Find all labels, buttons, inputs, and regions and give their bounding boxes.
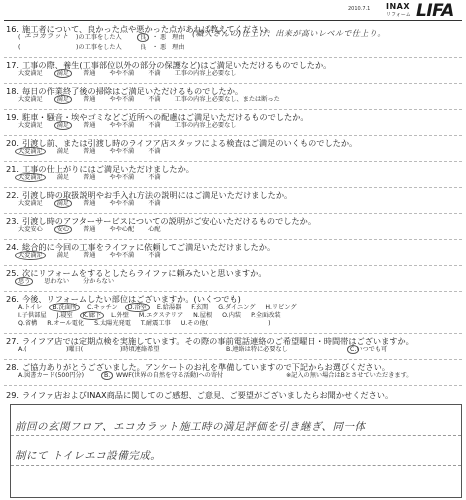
option[interactable]: やや不満 xyxy=(109,96,135,103)
question-28 xyxy=(6,362,462,381)
question-text: 引渡し時のアフターサービスについての説明がご安心いただけるものでしたか。 xyxy=(22,216,317,226)
option[interactable]: 大変満足 xyxy=(18,96,43,103)
question-number: 25. xyxy=(6,268,20,278)
form-date: 2010.7.1 xyxy=(348,6,371,12)
choice-bad[interactable]: 悪 xyxy=(160,44,167,51)
option-b[interactable]: B.連絡は特に必要なし xyxy=(226,346,288,353)
option[interactable]: 思わない xyxy=(44,278,70,285)
reform-label: リフォーム xyxy=(386,12,411,18)
handwritten-reason: (職人さんの)仕上げ、出来が高いレベルで仕上り。 xyxy=(192,29,386,38)
question-number: 27. xyxy=(6,336,20,346)
question-number: 24. xyxy=(6,242,20,252)
option-c-selected[interactable]: C.いつでも可 xyxy=(350,346,387,354)
question-number: 20. xyxy=(6,138,20,148)
question-text: 引渡し時の取扱説明やお手入れ方法の説明にはご満足いただけましたか。 xyxy=(22,190,293,200)
divider xyxy=(4,83,462,84)
option[interactable]: 普通 xyxy=(83,122,96,129)
time-label: )時頃連絡希望 xyxy=(120,346,160,353)
label: )の工事をした人 xyxy=(76,44,122,51)
option[interactable]: 工事の内容上必要なし xyxy=(174,122,237,129)
part-option[interactable]: R.オール電化 xyxy=(47,320,85,327)
question-text: ライファ店およびINAX商品に関してのご感想、ご意見、ご要望がございましたらお聞かせください。 xyxy=(22,390,394,400)
option[interactable]: 満足 xyxy=(56,148,70,155)
divider xyxy=(4,359,462,360)
choice-good[interactable]: 良 xyxy=(140,34,146,42)
option[interactable]: 不満 xyxy=(148,148,161,155)
divider xyxy=(4,291,462,292)
option[interactable]: 心配 xyxy=(148,226,161,233)
part-option[interactable]: Q.省構 xyxy=(18,320,38,327)
option-b-selected[interactable]: B. xyxy=(104,372,110,380)
part-option-selected[interactable]: D.浴室 xyxy=(128,304,147,312)
paren: ( xyxy=(18,44,21,51)
question-25 xyxy=(6,268,462,286)
part-option[interactable]: S.太陽光発電 xyxy=(94,320,131,327)
option[interactable]: 不満 xyxy=(148,252,161,259)
question-number: 26. xyxy=(6,294,20,304)
option[interactable]: やや心配 xyxy=(109,226,135,233)
header-rule xyxy=(4,20,462,21)
question-number: 21. xyxy=(6,164,20,174)
part-option[interactable]: F.玄関 xyxy=(191,304,209,311)
reason-label: 理由 xyxy=(172,44,185,51)
option[interactable]: やや不満 xyxy=(109,252,135,259)
choice-bad[interactable]: 悪 xyxy=(160,34,167,41)
divider xyxy=(4,135,462,136)
question-number: 28. xyxy=(6,362,20,372)
question-number: 17. xyxy=(6,60,20,70)
part-option[interactable]: M.エクステリア xyxy=(138,312,184,319)
question-19 xyxy=(6,112,462,130)
divider xyxy=(4,109,462,110)
question-18 xyxy=(6,86,462,104)
option-selected[interactable]: 満足 xyxy=(57,200,69,208)
paren: ) xyxy=(268,320,271,327)
handwritten-comment-line-2: 制にて トイレエコ設備完成。 xyxy=(15,450,162,462)
option[interactable]: 大変満足 xyxy=(18,122,43,129)
question-number: 22. xyxy=(6,190,20,200)
option-b-label: WWF(世界の自然を守る活動)への寄付 xyxy=(116,372,224,379)
question-number: 19. xyxy=(6,112,20,122)
question-27 xyxy=(6,336,462,355)
question-22 xyxy=(6,190,462,208)
part-option[interactable]: I.子供部屋 xyxy=(18,312,47,319)
part-option[interactable]: H.リビング xyxy=(265,304,297,311)
divider xyxy=(4,161,462,162)
option[interactable]: 工事の内容上必要なし xyxy=(174,70,237,77)
ruled-line xyxy=(11,435,461,436)
label: )の工事をした人 xyxy=(76,34,122,41)
part-option-selected[interactable]: K.廊下 xyxy=(83,312,101,320)
question-text: ライフア店では定期点検を実施しています。その際の事前電話連絡のご希望曜日・時間帯はございますか。 xyxy=(22,336,414,346)
option[interactable]: 不満 xyxy=(148,122,161,129)
reason-label: 理由 xyxy=(172,34,185,41)
weekday-label: )曜日( xyxy=(66,346,84,353)
option-selected[interactable]: 大変満足 xyxy=(18,148,43,156)
option[interactable]: 普通 xyxy=(83,200,96,207)
part-option[interactable]: L.外壁 xyxy=(111,312,129,319)
divider xyxy=(4,213,462,214)
divider xyxy=(4,187,462,188)
option-selected[interactable]: 大変満足 xyxy=(18,174,43,182)
option-a[interactable]: A.( xyxy=(18,346,27,353)
comment-box[interactable] xyxy=(10,404,462,498)
part-option-other[interactable]: U.その他( xyxy=(180,320,209,327)
question-text: 毎日の作業終了後の掃除はご満足いただけるものでしたか。 xyxy=(22,86,244,96)
option[interactable]: 普通 xyxy=(83,70,96,77)
option[interactable]: 大変安心 xyxy=(18,226,43,233)
inax-logo: INAX xyxy=(386,2,411,11)
option[interactable]: 不満 xyxy=(148,96,161,103)
question-17 xyxy=(6,60,462,78)
note: ※記入の無い場合はBとさせていただきます。 xyxy=(286,372,413,379)
option[interactable]: やや不満 xyxy=(109,70,135,77)
part-option[interactable]: O.内装 xyxy=(222,312,242,319)
ruled-line xyxy=(11,465,461,466)
question-29 xyxy=(6,390,462,400)
question-21 xyxy=(6,164,462,182)
part-option[interactable]: J.寝室 xyxy=(56,312,73,319)
part-option[interactable]: T.耐震工事 xyxy=(140,320,171,327)
question-number: 23. xyxy=(6,216,20,226)
part-option[interactable]: A.トイレ xyxy=(18,304,43,311)
option[interactable]: 不満 xyxy=(148,174,161,181)
part-option[interactable]: P.全面改装 xyxy=(251,312,281,319)
question-23 xyxy=(6,216,462,234)
option-selected[interactable]: 満足 xyxy=(57,70,69,78)
question-16: 16. 施工者について、良かった点や悪かった点があれば教えてください。 ( エコカラット )の工事をした人 良 ・ 悪 理由 (職人さんの)仕上げ、出来が高いレベルで仕上り。 ( )の工事をした人 良 ・ 悪 理由 xyxy=(6,24,386,51)
divider xyxy=(4,385,462,386)
option[interactable]: 普通 xyxy=(83,148,96,155)
option[interactable]: 分からない xyxy=(83,278,115,285)
option[interactable]: やや不満 xyxy=(109,148,135,155)
divider xyxy=(4,57,462,58)
option[interactable]: 大変満足 xyxy=(18,200,43,207)
option-selected[interactable]: 満足 xyxy=(57,122,69,130)
option[interactable]: 普通 xyxy=(83,174,96,181)
question-text: 工事の際、養生(工事部位以外の部分の保護など)はご満足いただけるものでしたか。 xyxy=(22,60,332,70)
paren: ( xyxy=(18,34,21,41)
option[interactable]: 不満 xyxy=(148,200,161,207)
part-option[interactable]: C.キッチン xyxy=(87,304,118,311)
question-text: 工事の仕上がりにはご満足いただけましたか。 xyxy=(22,164,194,174)
question-26 xyxy=(6,294,462,328)
question-text: ご協力ありがとうございました。アンケートのお礼を準備していますので下記からお選びください。 xyxy=(22,362,390,372)
brand-header xyxy=(348,2,458,22)
part-option[interactable]: E.給湯器 xyxy=(156,304,182,311)
handwritten-comment-line-1: 前回の玄関フロア、エコカラット施工時の満足評価を引き継ぎ、同一体 xyxy=(15,421,366,433)
option-selected[interactable]: 思う xyxy=(18,278,30,286)
question-24 xyxy=(6,242,462,260)
option[interactable]: やや不満 xyxy=(109,174,135,181)
option[interactable]: 大変満足 xyxy=(18,70,43,77)
option-selected[interactable]: 満足 xyxy=(57,96,69,104)
choice-good[interactable]: 良 xyxy=(140,44,147,51)
option[interactable]: 不満 xyxy=(148,70,161,77)
question-text: 駐車・騒音・埃やゴミなどご近所への配慮はご満足いただけるものでしたか。 xyxy=(22,112,309,122)
question-text: 総合的に今回の工事をライファに依頼してご満足いただけましたか。 xyxy=(22,242,276,252)
part-option-selected[interactable]: B.洗面所 xyxy=(52,304,77,312)
question-text: 引渡し前、または引渡し時のライフア店スタッフによる検査はご満足のいくものでしたか。 xyxy=(22,138,358,148)
option[interactable]: 満足 xyxy=(56,252,70,259)
option[interactable]: やや不満 xyxy=(109,200,135,207)
question-number: 29. xyxy=(6,390,20,400)
option[interactable]: 普通 xyxy=(83,96,96,103)
handwritten-part: エコカラット xyxy=(24,32,69,40)
option[interactable]: 満足 xyxy=(56,174,70,181)
part-option[interactable]: G.ダイニング xyxy=(218,304,256,311)
lifa-logo: LIFA xyxy=(416,1,454,21)
divider xyxy=(4,239,462,240)
option-a[interactable]: A.図書カード(500円分) xyxy=(18,372,85,379)
question-text: 今後、リフォームしたい部位はございますか。(いくつでも) xyxy=(22,294,241,304)
question-text: 次にリフォームをするとしたらライファに頼みたいと思いますか。 xyxy=(22,268,267,278)
option[interactable]: 工事の内容上必要なし、または断った xyxy=(174,96,280,103)
question-number: 18. xyxy=(6,86,20,96)
option[interactable]: 普通 xyxy=(83,226,96,233)
part-option[interactable]: N.屋根 xyxy=(193,312,213,319)
option[interactable]: やや不満 xyxy=(109,122,135,129)
question-20 xyxy=(6,138,462,156)
divider xyxy=(4,333,462,334)
option-selected[interactable]: 安心 xyxy=(57,226,69,234)
question-text: 施工者について、良かった点や悪かった点があれば教えてください。 xyxy=(22,24,276,34)
question-number: 16. xyxy=(6,24,20,34)
option[interactable]: 普通 xyxy=(83,252,96,259)
option-selected[interactable]: 大変満足 xyxy=(18,252,43,260)
divider xyxy=(4,265,462,266)
